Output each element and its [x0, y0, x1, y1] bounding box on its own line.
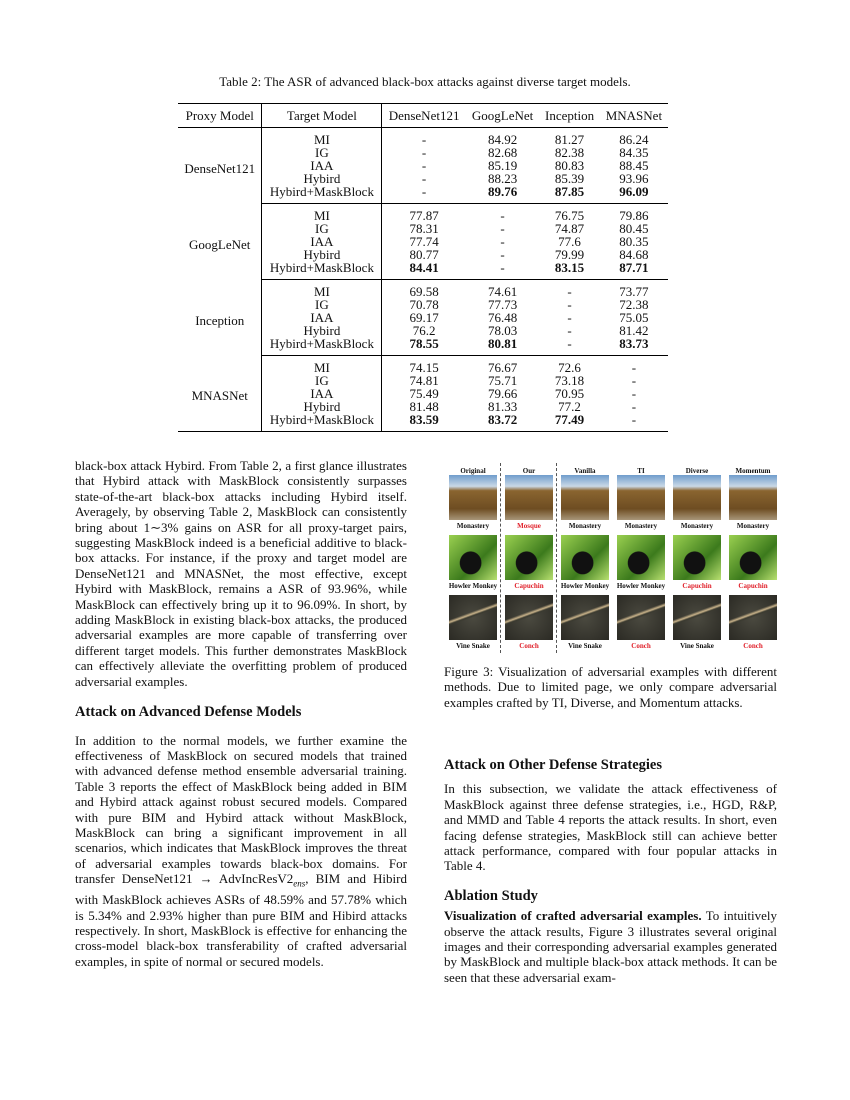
example-image	[673, 535, 721, 580]
value-cell: -	[631, 412, 637, 427]
example-image	[561, 595, 609, 640]
method-cell: IAA	[262, 311, 382, 324]
figure-column-header: Momentum	[735, 467, 771, 475]
text: To intuitively observe the attack results, Figure 3 illustrates several original images and their corresponding adversarial examples generated by MaskBlock and multiple black-box attack methods. It can be seen that these adversarial exam-	[444, 908, 777, 985]
method-cell: Hybird	[262, 324, 382, 337]
example-image	[505, 475, 553, 520]
predicted-label: Vine Snake	[680, 642, 714, 650]
value-cell: 83.15	[539, 261, 599, 280]
example-image	[561, 535, 609, 580]
value-cell: -	[539, 337, 599, 356]
predicted-label: Vine Snake	[456, 642, 490, 650]
value-cell: 74.61	[487, 284, 518, 299]
example-image	[617, 475, 665, 520]
figure-column-header: Our	[522, 467, 536, 475]
predicted-label: Capuchin	[738, 582, 768, 590]
dashed-divider	[500, 463, 501, 653]
example-image	[729, 475, 777, 520]
value-cell: 78.31	[409, 221, 439, 236]
column-header: GoogLeNet	[466, 104, 540, 128]
method-cell: IAA	[262, 159, 382, 172]
value-cell: -	[567, 310, 572, 325]
value-cell: 77.2	[558, 399, 581, 414]
method-cell: Hybird+MaskBlock	[262, 185, 382, 204]
method-cell: Hybird+MaskBlock	[262, 261, 382, 280]
method-cell: MI	[262, 280, 382, 299]
subscript: ens	[293, 878, 306, 889]
example-image	[449, 475, 497, 520]
example-image	[673, 595, 721, 640]
value-cell: 87.71	[600, 261, 668, 280]
predicted-label: Howler Monkey	[560, 582, 610, 590]
paragraph: In this subsection, we validate the attack effectiveness of MaskBlock against three defense strategies, i.e., HGD, R&P, and MMD and Table 4 reports the attack results. In short, even facing defense strategies, MaskBlock still can achieve better attack performance, compared with four popular attacks in Table 4.	[444, 781, 777, 874]
value-cell: 83.73	[600, 337, 668, 356]
value-cell: 81.27	[554, 132, 585, 147]
column-header: Proxy Model	[178, 104, 262, 128]
value-cell: 96.09	[600, 185, 668, 204]
column-header: MNASNet	[600, 104, 668, 128]
column-header: Target Model	[262, 104, 382, 128]
figure-column-header: TI	[637, 467, 645, 475]
value-cell: 78.03	[487, 323, 518, 338]
table-row	[178, 204, 668, 223]
proxy-model-cell: GoogLeNet	[178, 204, 262, 280]
predicted-label: Monastery	[680, 522, 714, 530]
value-cell: 80.35	[619, 234, 649, 249]
example-image	[729, 595, 777, 640]
section-heading: Attack on Other Defense Strategies	[444, 757, 662, 773]
value-cell: 79.86	[619, 208, 649, 223]
figure-column-header: Original	[460, 467, 486, 475]
value-cell: 76.2	[412, 323, 436, 338]
example-image	[449, 535, 497, 580]
value-cell: -	[567, 323, 572, 338]
value-cell: -	[500, 247, 505, 262]
value-cell: 77.87	[409, 208, 439, 223]
value-cell: -	[421, 171, 427, 186]
value-cell: 76.67	[487, 360, 518, 375]
value-cell: 80.83	[554, 158, 585, 173]
column-header: Inception	[539, 104, 599, 128]
asr-table	[178, 103, 668, 432]
value-cell: -	[421, 132, 427, 147]
value-cell: -	[567, 284, 572, 299]
value-cell: 80.45	[619, 221, 649, 236]
method-cell: IG	[262, 146, 382, 159]
value-cell: 79.66	[487, 386, 518, 401]
predicted-label: Conch	[743, 642, 763, 650]
value-cell: 82.38	[554, 145, 585, 160]
value-cell: 89.76	[466, 185, 540, 204]
section-heading: Ablation Study	[444, 887, 538, 904]
dashed-divider	[556, 463, 557, 653]
value-cell: 74.81	[409, 373, 439, 388]
method-cell: IG	[262, 374, 382, 387]
table-caption: Table 2: The ASR of advanced black-box attacks against diverse target models.	[219, 74, 631, 89]
value-cell: -	[421, 145, 427, 160]
example-image	[617, 595, 665, 640]
value-cell: 85.39	[554, 171, 585, 186]
value-cell: 73.18	[554, 373, 585, 388]
column-header: DenseNet121	[382, 104, 466, 128]
method-cell: Hybird	[262, 172, 382, 185]
value-cell: 81.48	[409, 399, 439, 414]
section-heading: Attack on Advanced Defense Models	[75, 704, 302, 721]
value-cell: 84.68	[619, 247, 649, 262]
paragraph: black-box attack Hybird. From Table 2, a first glance illustrates that Hybird attack with MaskBlock consistently surpasses state-of-the-art black-box attacks including Hybird itself. Averagely, by observing Table 2, MaskBlock can consistently bring about 1∼3% gains on ASR for all proxy-target pairs, suggesting MaskBlock indeed is a beneficial additive to black-box attacks. For instance, if the proxy and target model are DenseNet121 and MNASNet, the most effective, except Hybird with MaskBlock, remains a ASR of 93.96%, while MaskBlock can effectively bring up it to 96.09%. In short, by adding MaskBlock in existing black-box attacks, the produced adversarial examples are more capable of transferring over different target models. This further demonstrates MaskBlock can effectively alleviate the overfitting problem of produced adversarial examples.	[75, 458, 407, 689]
value-cell: -	[631, 373, 637, 388]
value-cell: 88.45	[619, 158, 649, 173]
figure-column-header: Vanilla	[574, 467, 596, 475]
figure-3	[445, 463, 779, 653]
example-image	[449, 595, 497, 640]
value-cell: 70.95	[554, 386, 585, 401]
method-cell: MI	[262, 356, 382, 375]
example-image	[505, 595, 553, 640]
bold-lead: Visualization of crafted adversarial examples.	[444, 908, 702, 924]
value-cell: -	[466, 261, 540, 280]
table-row	[178, 128, 668, 147]
value-cell: -	[631, 360, 637, 375]
predicted-label: Capuchin	[682, 582, 712, 590]
value-cell: 75.71	[487, 373, 518, 388]
value-cell: 84.35	[619, 145, 649, 160]
method-cell: MI	[262, 204, 382, 223]
value-cell: 81.42	[619, 323, 649, 338]
value-cell: 75.05	[619, 310, 649, 325]
value-cell: 84.41	[382, 261, 466, 280]
predicted-label: Vine Snake	[568, 642, 602, 650]
value-cell: -	[500, 221, 505, 236]
text: In addition to the normal models, we further examine the effectiveness of MaskBlock on secured models that trained with advanced defense method ensemble adversarial training. Table 3 reports the effect of MaskBlock being added in BIM and Hybird attack against robust secured models. Compared with pure BIM and Hybird attack without MaskBlock, MaskBlock can bring a significant improvement in all scenarios, which indicates that MaskBlock improves the threat of adversarial examples towards black-box domains. For transfer DenseNet121 → AdvIncResV2	[75, 732, 407, 887]
value-cell: -	[567, 297, 572, 312]
proxy-model-cell: MNASNet	[178, 356, 262, 432]
predicted-label: Mosque	[517, 522, 541, 530]
proxy-model-cell: Inception	[178, 280, 262, 356]
value-cell: 76.48	[487, 310, 518, 325]
value-cell: 73.77	[619, 284, 649, 299]
method-cell: IAA	[262, 387, 382, 400]
example-image	[729, 535, 777, 580]
value-cell: 77.49	[554, 412, 585, 427]
value-cell: 83.72	[487, 412, 518, 427]
value-cell: -	[421, 158, 427, 173]
paragraph	[75, 733, 407, 970]
value-cell: 83.59	[409, 412, 439, 427]
value-cell: 74.15	[409, 360, 439, 375]
value-cell: -	[631, 386, 637, 401]
example-image	[561, 475, 609, 520]
method-cell: MI	[262, 128, 382, 147]
value-cell: 88.23	[487, 171, 518, 186]
value-cell: 77.6	[558, 234, 581, 249]
predicted-label: Conch	[631, 642, 651, 650]
value-cell: -	[631, 399, 637, 414]
figure-column-header: Diverse	[685, 467, 709, 475]
value-cell: 72.6	[558, 360, 581, 375]
method-cell: Hybird	[262, 248, 382, 261]
value-cell: 85.19	[487, 158, 518, 173]
value-cell: 69.17	[409, 310, 439, 325]
proxy-model-cell: DenseNet121	[178, 128, 262, 204]
value-cell: 74.87	[554, 221, 585, 236]
value-cell: -	[382, 185, 466, 204]
value-cell: -	[500, 234, 505, 249]
paragraph	[444, 908, 777, 985]
method-cell: Hybird+MaskBlock	[262, 413, 382, 432]
value-cell: 86.24	[619, 132, 649, 147]
table-row	[178, 280, 668, 299]
method-cell: IG	[262, 222, 382, 235]
value-cell: 80.81	[466, 337, 540, 356]
predicted-label: Monastery	[736, 522, 770, 530]
predicted-label: Capuchin	[514, 582, 544, 590]
method-cell: IAA	[262, 235, 382, 248]
value-cell: 76.75	[554, 208, 585, 223]
predicted-label: Monastery	[624, 522, 658, 530]
value-cell: 69.58	[409, 284, 439, 299]
predicted-label: Howler Monkey	[616, 582, 666, 590]
value-cell: 77.73	[487, 297, 518, 312]
value-cell: 93.96	[619, 171, 649, 186]
table-row	[178, 356, 668, 375]
method-cell: Hybird	[262, 400, 382, 413]
value-cell: 75.49	[409, 386, 439, 401]
value-cell: 78.55	[382, 337, 466, 356]
value-cell: 87.85	[539, 185, 599, 204]
predicted-label: Monastery	[456, 522, 490, 530]
example-image	[617, 535, 665, 580]
figure-caption: Figure 3: Visualization of adversarial examples with different methods. Due to limited page, we only compare adversarial examples crafted by TI, Diverse, and Momentum attacks.	[444, 664, 777, 710]
value-cell: 70.78	[409, 297, 439, 312]
left-column	[75, 458, 407, 969]
value-cell: 81.33	[487, 399, 518, 414]
value-cell: 72.38	[619, 297, 649, 312]
predicted-label: Howler Monkey	[448, 582, 498, 590]
value-cell: 80.77	[409, 247, 439, 262]
example-image	[673, 475, 721, 520]
value-cell: 77.74	[409, 234, 439, 249]
example-image	[505, 535, 553, 580]
value-cell: 79.99	[554, 247, 585, 262]
right-column	[444, 758, 777, 985]
method-cell: IG	[262, 298, 382, 311]
value-cell: 82.68	[487, 145, 518, 160]
predicted-label: Conch	[519, 642, 539, 650]
value-cell: -	[500, 208, 505, 223]
value-cell: 84.92	[487, 132, 518, 147]
text: , BIM and Hibird with MaskBlock achieves ASRs of 48.59% and 57.78% which is 5.34% and 2.93% higher than pure BIM and Hibird attacks respectively. In short, MaskBlock is effective for enhancing the cross-model black-box transferability of crafted adversarial examples, in spite of normal or secured models.	[75, 871, 407, 969]
predicted-label: Monastery	[568, 522, 602, 530]
method-cell: Hybird+MaskBlock	[262, 337, 382, 356]
